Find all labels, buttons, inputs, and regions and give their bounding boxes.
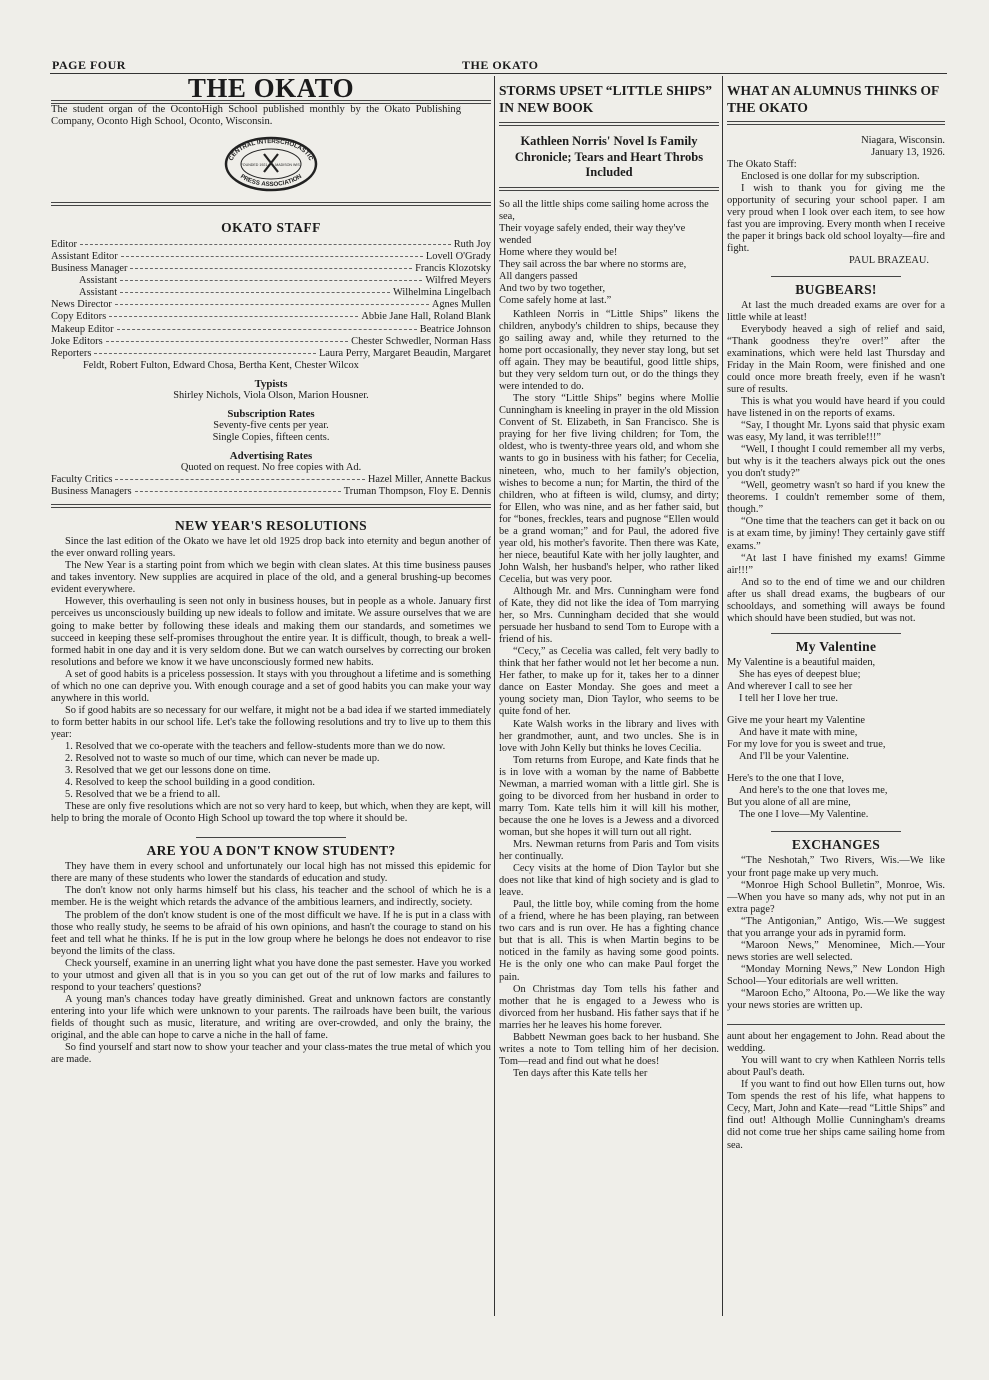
advertising-text: Quoted on request. No free copies with Ad. bbox=[180, 461, 362, 473]
poem-line: My Valentine is a beautiful maiden, bbox=[727, 656, 876, 668]
paragraph: “Maroon News,” Menominee, Mich.—Your news stories are well selected. bbox=[727, 939, 945, 963]
masthead-title: THE OKATO bbox=[187, 73, 355, 103]
paragraph: So if good habits are so necessary for our welfare, it might not be a bad idea if we started immediately to form better habits in our school life. Let's take the following resolutions and try to live up to them this year: bbox=[51, 704, 491, 740]
paragraph: 4. Resolved to keep the school building in a good condition. bbox=[65, 777, 315, 789]
paragraph: The New Year is a starting point from which we begin with clean slates. At this time business pauses and takes inventory. New supplies are acquired in place of the old, and a general brushing-up becomes evident everywhere. bbox=[51, 560, 491, 596]
staff-list-2 bbox=[51, 474, 491, 498]
seal-bottom-text: PRESS ASSOCIATION bbox=[238, 173, 304, 189]
dot-leader bbox=[120, 280, 422, 281]
paragraph: “Well, I thought I could remember all my verbs, but why is it the teachers always pick out the ones you don't study?” bbox=[727, 444, 945, 480]
staff-row bbox=[51, 275, 491, 287]
dot-leader bbox=[135, 491, 341, 492]
poem-line: And here's to the one that loves me, bbox=[739, 785, 888, 797]
staff-row bbox=[51, 348, 491, 360]
svg-text:CENTRAL INTERSCHOLASTIC bbox=[228, 138, 315, 162]
paragraph: “One time that the teachers can get it back on ou is at exam time, by jiminy! They certainly gave stiff exams.” bbox=[727, 516, 945, 552]
staff-role: Business Manager bbox=[51, 263, 128, 275]
poem-line: But you alone of all are mine, bbox=[727, 797, 851, 809]
exchanges-heading: EXCHANGES bbox=[791, 837, 881, 853]
subscription-heading: Subscription Rates bbox=[227, 407, 315, 420]
paragraph: 5. Resolved that we be a friend to all. bbox=[65, 789, 221, 801]
staff-role: Business Managers bbox=[51, 486, 132, 498]
paragraph: The problem of the don't know student is one of the most difficult we have. If he is put in a class with those who really study, he seems to be afraid of his own opinions, and hasn't the courage to stand on his feet and tell what he thinks. If he is put in the low group where he belongs he does not endeavor to rise beyond the limits of the class. bbox=[51, 909, 491, 957]
paragraph: On Christmas day Tom tells his father and mother that he is engaged to a Jewess who is divorced from her husband. His father says that if he marries her he leaves his home forever. bbox=[499, 983, 719, 1031]
alumnus-heading: WHAT AN ALUMNUS THINKS OF THE OKATO bbox=[727, 83, 939, 115]
dot-leader bbox=[117, 329, 417, 330]
page-number: PAGE FOUR bbox=[52, 58, 126, 72]
paragraph: So find yourself and start now to show your teacher and your class-mates the true metal of which you are made. bbox=[51, 1042, 491, 1066]
letter-salutation: The Okato Staff: bbox=[727, 159, 797, 171]
paragraph: You will want to cry when Kathleen Norris tells about Paul's death. bbox=[727, 1055, 945, 1079]
paragraph: “The Neshotah,” Two Rivers, Wis.—We like your front page make up very much. bbox=[727, 855, 945, 879]
resolutions-rule bbox=[51, 504, 491, 508]
staff-role: Reporters bbox=[51, 347, 92, 359]
valentine-poem bbox=[727, 657, 945, 822]
poem-line: And have it mate with mine, bbox=[739, 727, 858, 739]
column-rule-2 bbox=[722, 76, 723, 1316]
masthead-intro: The student organ of the OcontoHigh School published monthly by the Okato Publishing Company, Oconto High School, Oconto, Wisconsin. bbox=[51, 104, 461, 128]
dont-know-body bbox=[51, 861, 491, 1066]
typists-names: Shirley Nichols, Viola Olson, Marion Housner. bbox=[173, 389, 369, 401]
paragraph: They have them in every school and unfortunately our local high has not missed this epidemic for there are many of these students who lower the standards of education and study. bbox=[51, 861, 491, 885]
column-left bbox=[51, 73, 491, 1066]
running-title: THE OKATO bbox=[462, 58, 539, 72]
seal-right-text: MADISON WIS. bbox=[275, 163, 301, 168]
separator bbox=[771, 831, 901, 832]
dot-leader bbox=[106, 341, 349, 342]
press-association-seal bbox=[224, 136, 318, 192]
dot-leader bbox=[109, 316, 358, 317]
paragraph: “Cecy,” as Cecelia was called, felt very badly to think that her father would not let her become a nun. Her father, to make up for it, takes her to a dinner dance on Easter Monday. She goes and meet a young society man, Dion Taylor, who seems to be quite fond of her. bbox=[499, 646, 719, 718]
staff-name: Chester Schwedler, Norman Hass bbox=[351, 335, 491, 347]
poem-line: All dangers passed bbox=[499, 270, 578, 282]
separator bbox=[771, 276, 901, 277]
poem-line: They sail across the bar where no storms are, bbox=[499, 258, 687, 270]
alumnus-rule bbox=[727, 121, 945, 125]
valentine-heading: My Valentine bbox=[795, 638, 877, 654]
exchanges-body bbox=[727, 855, 945, 1012]
seal-graphic bbox=[224, 136, 318, 192]
staff-name: Ruth Joy bbox=[453, 239, 491, 251]
paragraph: Ten days after this Kate tells her bbox=[513, 1067, 648, 1079]
paragraph: At last the much dreaded exams are over for a little while at least! bbox=[727, 299, 945, 323]
poem-line: And two by two together, bbox=[499, 282, 606, 294]
paragraph: If you want to find out how Ellen turns out, how Tom spends the rest of his life, what happens to Cecy, Mart, John and Kate—read “Little Ships” and find out! Although Mollie Cunningham's dreams did not come true her ships came sailing home from sea. bbox=[727, 1079, 945, 1151]
poem-line: For my love for you is sweet and true, bbox=[727, 739, 886, 751]
bugbears-heading: BUGBEARS! bbox=[795, 281, 877, 297]
staff-row bbox=[51, 486, 491, 498]
storms-subheading: Kathleen Norris' Novel Is Family Chronicle; Tears and Heart Throbs Included bbox=[514, 134, 704, 179]
seal-left-text: FOUNDED 1921 bbox=[240, 163, 268, 168]
paragraph: 3. Resolved that we get our lessons done on time. bbox=[65, 765, 271, 777]
poem-line: And I'll be your Valentine. bbox=[739, 751, 849, 763]
poem-line: She has eyes of deepest blue; bbox=[739, 668, 861, 680]
staff-row bbox=[51, 239, 491, 251]
paragraph: These are only five resolutions which are not so very hard to keep, but which, when they are kept, will help to bring the morale of Oconto High School up toward the top where it should be. bbox=[51, 801, 491, 825]
staff-name: Lovell O'Grady bbox=[425, 251, 491, 263]
paragraph: However, this overhauling is seen not only in business houses, but in people as a whole. January first perceives us unconsciously building up new ideals to follow and imitate. We assure ourselves that we are going to make better by following these ideals and making them our standards, and sometimes we succeed in keeping these self-promises throughout the entire year. It is difficult, though, to break a well-formed habit in one day and it is very seldom done. But we can watch ourselves by correcting our broken resolutions and before we know it we have unconsciously formed new habits. bbox=[51, 596, 491, 668]
poem-line: And wherever I call to see her bbox=[727, 680, 853, 692]
poem-line: The one I love—My Valentine. bbox=[739, 809, 869, 821]
typists-heading: Typists bbox=[254, 377, 288, 390]
staff-row bbox=[51, 336, 491, 348]
paragraph: “At last I have finished my exams! Gimme air!!!” bbox=[727, 552, 945, 576]
stanza bbox=[727, 715, 945, 763]
separator bbox=[196, 837, 346, 838]
resolutions-body bbox=[51, 536, 491, 825]
dot-leader bbox=[115, 479, 364, 480]
paragraph: Tom returns from Europe, and Kate finds that he is in love with a woman by the name of Babbette Newman, a married woman with a little girl. She is going to be divorced from her husband in order to marry Tom. Kate tells him it will kill his mother, because the one he loves is a Jewess and a divorced woman, but she hopes it will turn out all right. bbox=[499, 754, 719, 838]
staff-rule bbox=[51, 202, 491, 206]
staff-role: News Director bbox=[51, 299, 112, 311]
letter-date: January 13, 1926. bbox=[871, 147, 945, 159]
poem-line: I tell her I love her true. bbox=[739, 693, 838, 705]
letter-signature: PAUL BRAZEAU. bbox=[848, 255, 929, 267]
paragraph: Mrs. Newman returns from Paris and Tom visits her continually. bbox=[499, 838, 719, 863]
resolutions-heading: NEW YEAR'S RESOLUTIONS bbox=[175, 518, 367, 534]
staff-row bbox=[51, 311, 491, 323]
reporters-continued: Feldt, Robert Fulton, Edward Chosa, Bertha Kent, Chester Wilcox bbox=[83, 359, 359, 371]
paragraph: “The Antigonian,” Antigo, Wis.—We suggest that you arrange your ads in pyramid form. bbox=[727, 915, 945, 939]
poem-line: Their voyage safely ended, their way they've wended bbox=[499, 222, 686, 246]
paragraph: “Say, I thought Mr. Lyons said that physic exam was easy, My land, it was terrible!!!” bbox=[727, 420, 945, 444]
storms-poem bbox=[499, 199, 719, 307]
dont-know-heading: ARE YOU A DON'T KNOW STUDENT? bbox=[146, 843, 396, 859]
staff-name: Agnes Mullen bbox=[431, 299, 491, 311]
paragraph: “Well, geometry wasn't so hard if you knew the theorems. I couldn't remember some of them, though.” bbox=[727, 480, 945, 516]
poem-line: Come safely home at last.” bbox=[499, 294, 612, 306]
staff-role: Joke Editors bbox=[51, 335, 103, 347]
poem-line: Here's to the one that I love, bbox=[727, 773, 844, 785]
staff-list bbox=[51, 239, 491, 359]
paragraph: “Monday Morning News,” New London High School—Your editorials are well written. bbox=[727, 963, 945, 987]
staff-role: Editor bbox=[51, 239, 77, 251]
seal-top-text: CENTRAL INTERSCHOLASTIC bbox=[227, 138, 315, 162]
dot-leader bbox=[115, 304, 429, 305]
dot-leader bbox=[80, 244, 451, 245]
paragraph: The story “Little Ships” begins where Mollie Cunningham is kneeling in prayer in the old Mission Convent of St. Elizabeth, in San Francisco. She is praying for her five living children; for Tom, the oldest, who is twenty-three years old, and whom she wants to go in business with his father; for Cecelia, nineteen, who, much to her family's objection, wishes to become a nun; for Martin, the third of the children, who at fifteen is wild, clumsy, and dirty; for Ellen, who was nine, and as her father said, but for “bones, freckles, tears and pugnose “Ellen would be a grand woman;” and for Paul, the adored five year old, his mother's favorite. Then there was Kate, her niece, beautiful Kate with her jolly laughter, and John Walsh, her husband's helper, who rather liked Cecelia, but was very poor. bbox=[499, 393, 719, 585]
paragraph: Since the last edition of the Okato we have let old 1925 drop back into eternity and begun another of the ever onward rolling years. bbox=[51, 536, 491, 560]
staff-row bbox=[51, 263, 491, 275]
storms-heading: STORMS UPSET “LITTLE SHIPS” IN NEW BOOK bbox=[499, 83, 712, 115]
dot-leader bbox=[121, 256, 423, 257]
staff-role: Makeup Editor bbox=[51, 323, 114, 335]
staff-row bbox=[51, 474, 491, 486]
paragraph: A set of good habits is a priceless possession. It stays with you throughout a lifetime and is something of which no one can deprive you. With enough courage and a set of good habits you can make your way anywhere in this world. bbox=[51, 668, 491, 704]
paragraph: This is what you would have heard if you could have listened in on the reports of exams. bbox=[727, 395, 945, 419]
staff-name: Hazel Miller, Annette Backus bbox=[367, 474, 491, 486]
poem-line: Give me your heart my Valentine bbox=[727, 715, 866, 727]
paragraph: Everybody heaved a sigh of relief and said, “Thank goodness they're over!” after the examinations, which were held last Thursday and Friday in the Main Room, were finished and one could once more breath freely, even if he wasn't sure of results. bbox=[727, 323, 945, 395]
separator bbox=[771, 633, 901, 634]
staff-heading: OKATO STAFF bbox=[221, 220, 321, 236]
paragraph: And so to the end of time we and our children after us shall dread exams, the bugbears of our schooldays, and something will aways be found which should have been studied, but was not. bbox=[727, 576, 945, 624]
stanza bbox=[727, 773, 945, 821]
subscription-single: Single Copies, fifteen cents. bbox=[212, 431, 330, 443]
bugbears-body bbox=[727, 300, 945, 625]
paragraph: Check yourself, examine in an unerring light what you have done the past semester. Have you worked to your utmost and given all that is in you so you can get out of the rut of low marks and failures to respond to your teachers' questions? bbox=[51, 957, 491, 993]
staff-role: Assistant bbox=[79, 275, 118, 287]
paragraph: I wish to thank you for giving me the opportunity of securing your school paper. I am very proud when I look over each item, to see how fast you are improving. Every month when I receive the paper it brings back old school loyalty—fire and fight. bbox=[727, 183, 945, 255]
poem-line: Home where they would be! bbox=[499, 246, 618, 258]
staff-row bbox=[51, 324, 491, 336]
staff-name: Abbie Jane Hall, Roland Blank bbox=[361, 311, 491, 323]
storms-rule-2 bbox=[499, 187, 719, 191]
paragraph: Babbett Newman goes back to her husband. She writes a note to Tom telling him of her decision. Tom—read and find out what he does! bbox=[499, 1031, 719, 1067]
poem-line: So all the little ships come sailing home across the sea, bbox=[499, 198, 709, 222]
paragraph: “Monroe High School Bulletin”, Monroe, Wis.—When you have so many ads, why not put in an extra page? bbox=[727, 879, 945, 915]
column-right bbox=[727, 78, 945, 1152]
staff-role: Copy Editors bbox=[51, 311, 107, 323]
dot-leader bbox=[120, 292, 390, 293]
storms-body bbox=[499, 309, 719, 1080]
dot-leader bbox=[130, 268, 412, 269]
staff-row bbox=[51, 287, 491, 299]
column-middle bbox=[499, 78, 719, 1080]
paragraph: “Maroon Echo,” Altoona, Po.—We like the way your news stories are written up. bbox=[727, 988, 945, 1012]
staff-row bbox=[51, 299, 491, 311]
storms-continued bbox=[727, 1031, 945, 1151]
staff-name: Laura Perry, Margaret Beaudin, Margaret bbox=[318, 347, 491, 359]
letter-body bbox=[727, 171, 945, 255]
paragraph: Cecy visits at the home of Dion Taylor but she does not like that kind of high society and is glad to leave. bbox=[499, 863, 719, 899]
staff-name: Wilfred Meyers bbox=[425, 275, 491, 287]
staff-role: Assistant bbox=[79, 287, 118, 299]
paragraph: 1. Resolved that we co-operate with the teachers and fellow-students more than we do now. bbox=[65, 740, 446, 752]
staff-role: Faculty Critics bbox=[51, 474, 113, 486]
storms-rule bbox=[499, 122, 719, 126]
paragraph: Kate Walsh works in the library and lives with her grandmother, aunt, and two uncles. She is in love with John Kelly but thinks he loves Cecilia. bbox=[499, 718, 719, 754]
staff-row bbox=[51, 251, 491, 263]
subscription-yearly: Seventy-five cents per year. bbox=[213, 419, 329, 431]
paragraph: Enclosed is one dollar for my subscription. bbox=[741, 171, 920, 183]
paragraph: 2. Resolved not to waste so much of our time, which can never be made up. bbox=[65, 753, 380, 765]
paragraph: Paul, the little boy, while coming from the home of a friend, where he has been playing, ran between two cars and is run over. He has a fighting chance but that is all. This is when Martin begins to be noticed in the family as having some good points. He is the only one who can make Paul forget the pain. bbox=[499, 899, 719, 983]
paragraph: Kathleen Norris in “Little Ships” likens the children, anybody's children to ships, because they go sailing away and, while they returned to the home port occasionally, they never stay long, but set off again. They may be beautiful, good little ships, but they very seldom turn out, or do the things they were intended to do. bbox=[499, 308, 719, 393]
letter-place: Niagara, Wisconsin. bbox=[861, 135, 945, 146]
staff-name: Wilhelmina Lingelbach bbox=[393, 287, 491, 299]
header-rule bbox=[50, 73, 947, 74]
staff-name: Francis Klozotsky bbox=[415, 263, 491, 275]
dot-leader bbox=[94, 353, 316, 354]
staff-name: Beatrice Johnson bbox=[419, 323, 491, 335]
paragraph: Although Mr. and Mrs. Cunningham were fond of Kate, they did not like the idea of Tom marrying her, so Mrs. Cunningham decided that she would persuade her husband to send Tom to Europe with a friend of his. bbox=[499, 586, 719, 646]
stanza bbox=[727, 657, 945, 705]
staff-name: Truman Thompson, Floy E. Dennis bbox=[343, 486, 491, 498]
paragraph: A young man's chances today have greatly diminished. Great and unknown factors are constantly entering into your life which were unknown to your parents. The railroads have been built, the various fields of thought such as music, literature, and writing are over-crowded, and only the brainy, the original, and the able can hope to carve a niche in the hall of fame. bbox=[51, 993, 491, 1041]
staff-role: Assistant Editor bbox=[51, 251, 118, 263]
paragraph: aunt about her engagement to John. Read about the wedding. bbox=[727, 1031, 945, 1055]
continuation-rule bbox=[727, 1024, 945, 1025]
advertising-heading: Advertising Rates bbox=[229, 449, 313, 462]
column-rule-1 bbox=[494, 76, 495, 1316]
paragraph: The don't know not only harms himself but his class, his teacher and the school of which he is a member. He is the weight which retards the advance of the ambitious learners, and indirectly, society. bbox=[51, 885, 491, 909]
